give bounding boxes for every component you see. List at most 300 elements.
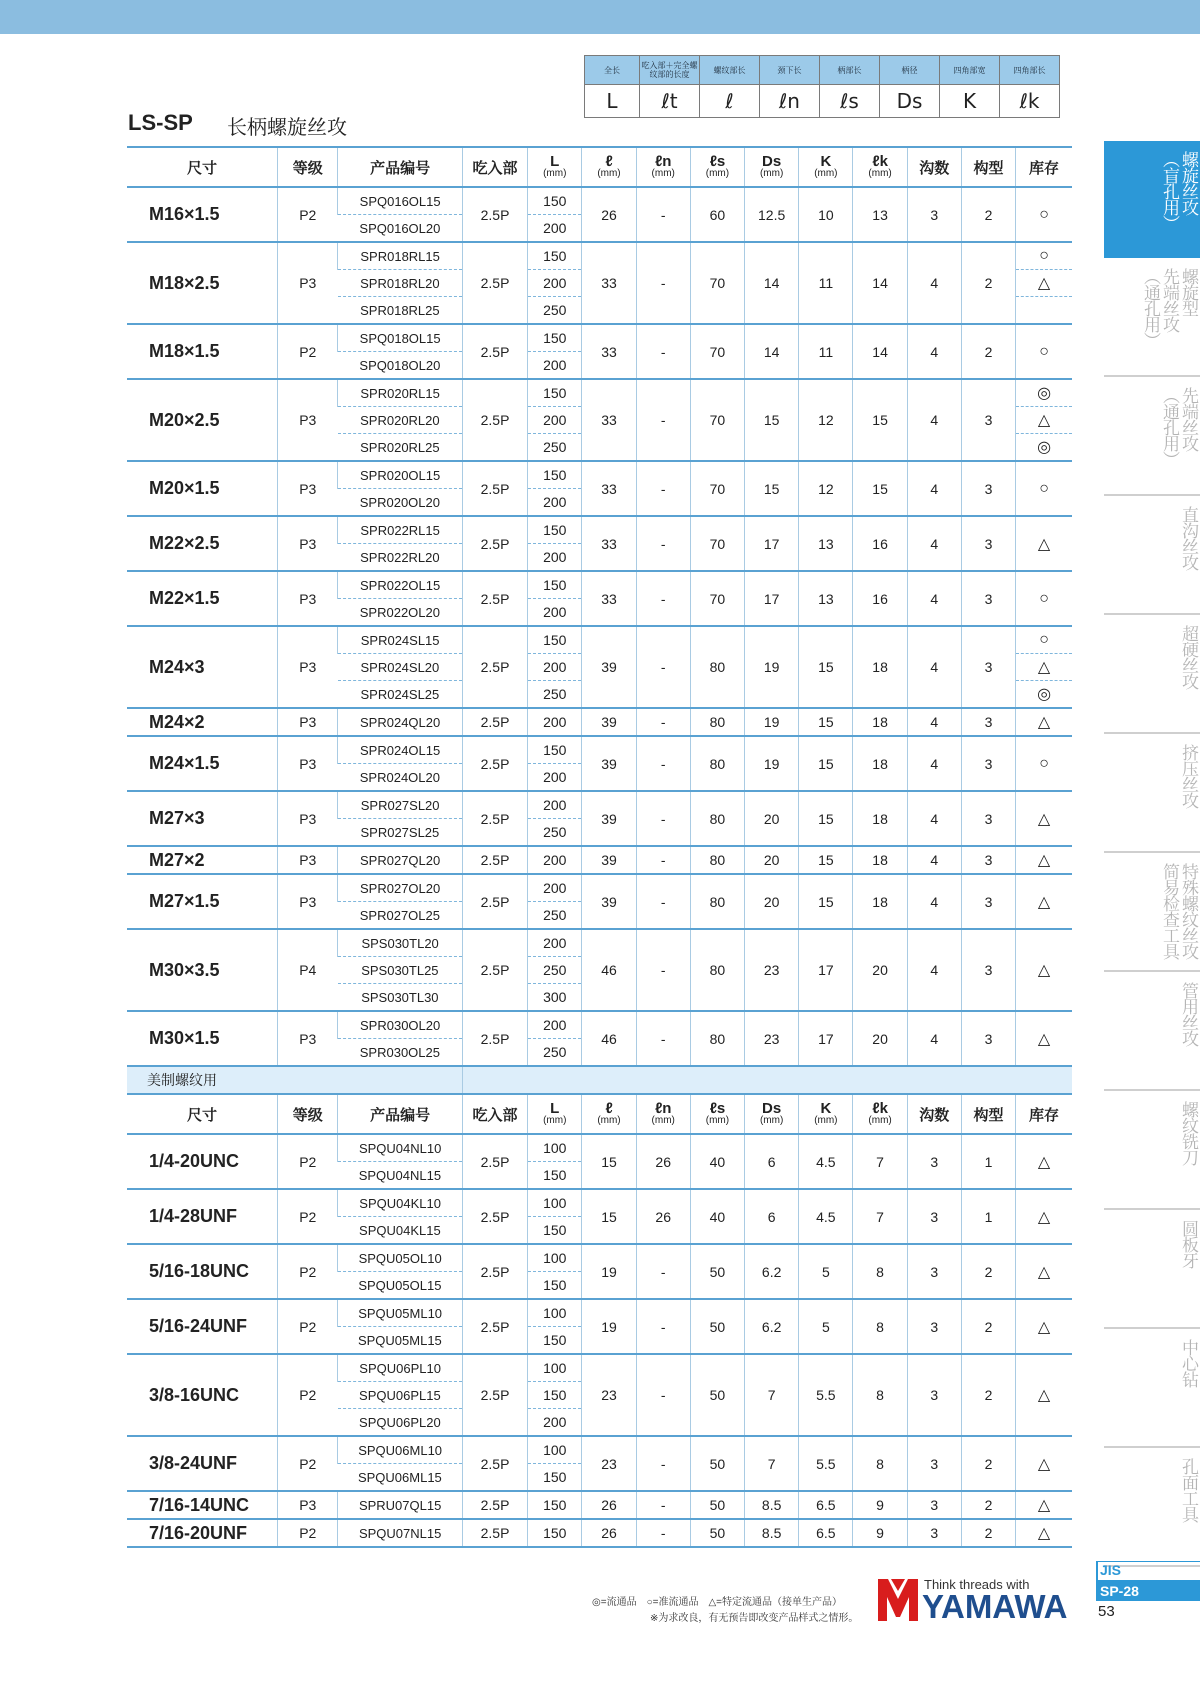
ls-cell: 50 [690,1519,744,1547]
ls-cell: 70 [690,571,744,626]
column-symbol: K [820,1100,832,1117]
part-number-cell: SPR024SL15 [338,626,463,654]
K-cell: 12 [799,379,853,461]
lk-cell: 7 [853,1134,907,1189]
part-number-header: 产品编号 [338,147,463,187]
column-unit: (mm) [597,1115,621,1126]
side-tab[interactable] [1104,615,1200,734]
column-unit: (mm) [597,168,621,179]
ln-cell: - [636,242,690,324]
stock-cell: △ [1016,654,1072,681]
type-cell: 2 [961,1354,1015,1436]
grade-cell: P3 [278,461,338,516]
grade-cell: P2 [278,1134,338,1189]
chamfer-cell: 2.5P [462,1134,527,1189]
table-header-row [127,147,1072,187]
length-cell: 150 [528,1327,582,1355]
table-row [127,874,1072,902]
ln-cell: - [636,516,690,571]
part-number-cell: SPR020OL15 [338,461,463,489]
side-tab[interactable] [1104,972,1200,1091]
length-cell: 200 [528,654,582,681]
part-number-cell: SPR027SL20 [338,791,463,819]
ln-cell: - [636,846,690,874]
l-cell: 15 [582,1134,636,1189]
Ds-cell: 12.5 [745,187,799,242]
size-cell: 1/4-20UNC [149,1151,240,1171]
page-badge [1096,1561,1200,1620]
stock-cell [1016,297,1072,325]
column-unit: (mm) [759,1115,784,1126]
logo-tagline: Think threads with [924,1577,1030,1592]
side-tab-label [1108,506,1198,606]
Ds-cell: 6.2 [745,1299,799,1354]
side-tab[interactable] [1104,853,1200,972]
chamfer-cell: 2.5P [462,929,527,1011]
ls-cell: 50 [690,1436,744,1491]
Ds-cell: 20 [745,846,799,874]
chamfer-cell: 2.5P [462,846,527,874]
part-number-cell: SPR020OL20 [338,489,463,517]
flutes-cell: 4 [907,929,961,1011]
ls-cell: 70 [690,324,744,379]
side-tab[interactable] [1104,258,1200,377]
chamfer-cell: 2.5P [462,1189,527,1244]
Ds-cell: 23 [745,1011,799,1066]
lk-cell: 14 [853,324,907,379]
length-cell: 250 [528,681,582,709]
K-cell: 11 [799,324,853,379]
part-number-cell: SPR024SL20 [338,654,463,681]
chamfer-cell: 2.5P [462,324,527,379]
column-unit: (mm) [705,168,730,179]
l-cell: 33 [582,324,636,379]
Ds-cell: 14 [745,242,799,324]
legend-header: 颈下长 [760,56,820,85]
stock-cell: ◎ [1016,434,1072,462]
side-tab-line: （通孔用） [1141,268,1160,348]
length-cell: 150 [528,516,582,544]
part-number-cell: SPQU06PL15 [338,1382,463,1409]
K-cell: 15 [799,626,853,708]
column-symbol: K [820,153,832,170]
length-cell: 150 [528,1217,582,1245]
Ds-cell: 6 [745,1134,799,1189]
K-cell: 4.5 [799,1189,853,1244]
table-row [127,324,1072,352]
type-cell: 2 [961,1491,1015,1519]
stock-cell: ○ [1016,242,1072,270]
Ds-cell: 17 [745,516,799,571]
side-tab-line: 超硬丝攻 [1179,625,1198,689]
lk-cell: 18 [853,626,907,708]
table-row [127,1519,1072,1547]
column-symbol: Ds [762,153,782,170]
size-cell: M30×3.5 [127,929,278,1011]
side-tab[interactable] [1104,1210,1200,1329]
side-tab-label [1108,268,1198,368]
stock-cell: ◎ [1016,681,1072,709]
logo-brand: YAMAWA [922,1588,1068,1625]
L-header [528,1094,582,1134]
dimension-legend [584,55,1060,118]
size-cell: 5/16-18UNC [127,1244,278,1299]
side-tab-label [1108,151,1198,251]
part-number-cell: SPR030OL20 [338,1011,463,1039]
l-cell: 39 [582,626,636,708]
K-cell: 4.5 [799,1134,853,1189]
type-cell: 2 [961,242,1015,324]
ln-cell: 26 [636,1134,690,1189]
side-tab-line: （通孔用） [1160,387,1179,467]
lk-cell: 8 [853,1354,907,1436]
flutes-cell: 4 [907,1011,961,1066]
type-cell: 1 [961,1134,1015,1189]
Ds-cell: 19 [745,736,799,791]
side-tab-label [1108,625,1198,725]
part-number-cell: SPQU05OL10 [338,1244,463,1272]
column-symbol: Ds [762,1100,782,1117]
length-cell: 200 [528,791,582,819]
type-cell: 2 [961,1299,1015,1354]
grade-cell: P3 [278,626,338,708]
part-number-cell: SPQU06PL20 [338,1409,463,1437]
side-tab[interactable] [1104,1091,1200,1210]
product-table [127,146,1072,1548]
chamfer-cell: 2.5P [462,1436,527,1491]
part-number-cell: SPR024SL25 [338,681,463,709]
table-row [127,1011,1072,1039]
size-cell: M27×1.5 [127,874,278,929]
legend-header: 柄部长 [820,56,880,85]
table-header-row [127,1094,1072,1134]
part-number-cell: SPR024QL20 [338,708,463,736]
side-tab[interactable] [1104,377,1200,496]
length-cell: 200 [528,1011,582,1039]
length-cell: 100 [528,1189,582,1217]
size-cell: M24×3 [127,626,278,708]
flutes-cell: 3 [907,1189,961,1244]
part-number-cell: SPR030OL25 [338,1039,463,1067]
legend-symbol: K [940,85,1000,118]
part-number-cell: SPQ018OL15 [338,324,463,352]
ls-cell: 50 [690,1244,744,1299]
legend-symbol: ℓs [820,85,880,118]
lk-cell: 16 [853,516,907,571]
stock-cell: ○ [1016,571,1072,626]
size-cell: M20×1.5 [127,461,278,516]
part-number-cell: SPR022OL15 [338,571,463,599]
ln-cell: 26 [636,1189,690,1244]
column-symbol: L [550,153,560,170]
type-cell: 2 [961,1244,1015,1299]
l-cell: 33 [582,242,636,324]
Ds-cell: 15 [745,379,799,461]
size-header: 尺寸 [127,1094,278,1134]
table-row [127,461,1072,489]
part-number-cell: SPR024OL15 [338,736,463,764]
length-cell: 150 [528,571,582,599]
length-cell: 150 [528,1491,582,1519]
chamfer-cell: 2.5P [462,626,527,708]
ln-cell: - [636,379,690,461]
K-header [799,147,853,187]
size-cell: M24×2 [127,708,278,736]
size-cell: 3/8-16UNC [127,1354,278,1436]
chamfer-cell: 2.5P [462,736,527,791]
lk-cell: 7 [853,1189,907,1244]
ln-cell: - [636,324,690,379]
Ds-cell: 23 [745,929,799,1011]
table-row [127,242,1072,270]
stock-cell: △ [1016,1134,1072,1189]
flutes-header: 沟数 [907,147,961,187]
K-cell: 11 [799,242,853,324]
type-cell: 2 [961,324,1015,379]
stock-cell: △ [1016,407,1072,434]
side-tab-line: 圆板牙 [1179,1220,1198,1268]
size-cell: 7/16-14UNC [127,1491,278,1519]
type-cell: 3 [961,461,1015,516]
Ds-cell: 20 [745,791,799,846]
Ds-cell: 19 [745,708,799,736]
legend-header: 吃入部＋完全螺纹部的长度 [640,56,700,85]
ls-cell: 40 [690,1189,744,1244]
table-row [127,1354,1072,1382]
Ds-cell: 7 [745,1354,799,1436]
size-cell: 5/16-24UNF [127,1299,278,1354]
grade-header: 等级 [278,147,338,187]
Ds-cell: 15 [745,461,799,516]
side-tab-line: 螺旋丝攻 [1179,151,1198,215]
stock-cell: △ [1016,1436,1072,1491]
l-cell: 23 [582,1354,636,1436]
part-number-cell: SPQ016OL20 [338,215,463,243]
grade-cell: P3 [278,708,338,736]
size-cell: M27×2 [127,846,278,874]
length-cell: 200 [528,764,582,792]
stock-cell: △ [1016,516,1072,571]
lk-cell: 15 [853,461,907,516]
ln-cell: - [636,1491,690,1519]
column-symbol: L [550,1100,560,1117]
chamfer-cell: 2.5P [462,874,527,929]
side-tab-label [1108,387,1198,487]
chamfer-cell: 2.5P [462,187,527,242]
l-cell: 26 [582,187,636,242]
stock-cell: △ [1016,929,1072,1011]
part-number-cell: SPQU04NL10 [338,1134,463,1162]
grade-cell: P2 [278,1436,338,1491]
column-symbol: ℓ [605,153,613,170]
length-cell: 100 [528,1299,582,1327]
length-cell: 150 [528,736,582,764]
side-tab[interactable] [1104,141,1200,258]
part-number-cell: SPR018RL15 [338,242,463,270]
legend-header: 四角部宽 [940,56,1000,85]
size-cell: 1/4-28UNF [127,1189,278,1244]
grade-cell: P3 [278,1011,338,1066]
size-cell: M18×1.5 [127,324,278,379]
side-tab-line: 管用丝攻 [1179,982,1198,1046]
section-row [127,1066,1072,1094]
K-cell: 15 [799,874,853,929]
column-symbol: ℓs [709,153,726,170]
chamfer-header: 吃入部 [462,147,527,187]
chamfer-cell: 2.5P [462,708,527,736]
lk-cell: 18 [853,708,907,736]
lk-cell: 16 [853,571,907,626]
K-cell: 10 [799,187,853,242]
ln-header [636,147,690,187]
side-tab-line: 挤压丝攻 [1179,744,1198,808]
l-cell: 15 [582,1189,636,1244]
category-side-tabs [1104,141,1200,1567]
flutes-cell: 4 [907,324,961,379]
table-row [127,708,1072,736]
ls-cell: 40 [690,1134,744,1189]
chamfer-cell: 2.5P [462,242,527,324]
table-row [127,736,1072,764]
length-cell: 200 [528,489,582,517]
lk-cell: 8 [853,1436,907,1491]
Ds-cell: 8.5 [745,1519,799,1547]
ln-cell: - [636,626,690,708]
ln-cell: - [636,791,690,846]
stock-header: 库存 [1016,147,1072,187]
ln-cell: - [636,1244,690,1299]
chamfer-cell: 2.5P [462,1354,527,1436]
lk-cell: 8 [853,1299,907,1354]
part-number-cell: SPQU06ML10 [338,1436,463,1464]
ln-header [636,1094,690,1134]
length-cell: 200 [528,1409,582,1437]
type-cell: 3 [961,626,1015,708]
stock-cell: △ [1016,270,1072,297]
size-cell: M18×2.5 [127,242,278,324]
ls-cell: 80 [690,736,744,791]
legend-symbol: L [585,85,640,118]
chamfer-cell: 2.5P [462,1011,527,1066]
side-tab-line: 先端丝攻 [1160,268,1179,332]
chamfer-cell: 2.5P [462,1519,527,1547]
legend-header: 全长 [585,56,640,85]
ls-cell: 80 [690,626,744,708]
Ds-cell: 7 [745,1436,799,1491]
grade-cell: P2 [278,1519,338,1547]
length-cell: 200 [528,270,582,297]
flutes-cell: 4 [907,791,961,846]
flutes-cell: 3 [907,1436,961,1491]
stock-cell: △ [1016,1354,1072,1436]
ls-header [690,1094,744,1134]
part-number-cell: SPQU06PL10 [338,1354,463,1382]
Ds-header [745,147,799,187]
size-cell: M24×1.5 [127,736,278,791]
stock-header: 库存 [1016,1094,1072,1134]
type-cell: 3 [961,571,1015,626]
part-number-cell: SPR020RL25 [338,434,463,462]
column-unit: (mm) [868,1115,892,1126]
chamfer-cell: 2.5P [462,791,527,846]
ln-cell: - [636,1011,690,1066]
part-number-cell: SPQ016OL15 [338,187,463,215]
l-header [582,1094,636,1134]
part-number-cell: SPQU04KL15 [338,1217,463,1245]
side-tab[interactable] [1104,734,1200,853]
lk-cell: 9 [853,1519,907,1547]
ln-cell: - [636,1299,690,1354]
side-tab-line: （盲孔用） [1160,151,1179,231]
chamfer-cell: 2.5P [462,1244,527,1299]
part-number-cell: SPQU07NL15 [338,1519,463,1547]
flutes-cell: 3 [907,187,961,242]
ls-cell: 70 [690,516,744,571]
type-cell: 3 [961,516,1015,571]
lk-cell: 9 [853,1491,907,1519]
grade-cell: P3 [278,1491,338,1519]
grade-cell: P3 [278,379,338,461]
side-tab[interactable] [1104,1448,1200,1567]
part-number-cell: SPR018RL20 [338,270,463,297]
table-row [127,791,1072,819]
column-unit: (mm) [705,1115,730,1126]
legend-symbol: ℓn [760,85,820,118]
lk-cell: 18 [853,846,907,874]
ls-cell: 80 [690,846,744,874]
column-unit: (mm) [759,168,784,179]
ln-cell: - [636,874,690,929]
table-row [127,1491,1072,1519]
K-cell: 13 [799,516,853,571]
table-row [127,1189,1072,1217]
column-unit: (mm) [814,1115,838,1126]
grade-header: 等级 [278,1094,338,1134]
stock-cell: ○ [1016,461,1072,516]
part-number-cell: SPR022RL20 [338,544,463,572]
K-cell: 15 [799,846,853,874]
type-cell: 3 [961,874,1015,929]
column-symbol: ℓn [654,1100,672,1117]
part-number-cell: SPRU07QL15 [338,1491,463,1519]
grade-cell: P3 [278,791,338,846]
length-cell: 200 [528,544,582,572]
Ds-cell: 14 [745,324,799,379]
ls-cell: 80 [690,929,744,1011]
page-subtitle: 长柄螺旋丝攻 [227,117,347,139]
ls-cell: 50 [690,1299,744,1354]
side-tab[interactable] [1104,496,1200,615]
l-cell: 19 [582,1299,636,1354]
type-cell: 3 [961,846,1015,874]
part-number-cell: SPQU06ML15 [338,1464,463,1492]
length-cell: 250 [528,957,582,984]
flutes-cell: 3 [907,1354,961,1436]
side-tab[interactable] [1104,1329,1200,1448]
ln-cell: - [636,1519,690,1547]
grade-cell: P3 [278,516,338,571]
length-cell: 150 [528,1272,582,1300]
side-tab-label [1108,1458,1198,1558]
l-header [582,147,636,187]
legend-symbol: ℓk [1000,85,1060,118]
ls-header [690,147,744,187]
lk-cell: 20 [853,1011,907,1066]
flutes-cell: 3 [907,1244,961,1299]
length-cell: 150 [528,1464,582,1492]
flutes-header: 沟数 [907,1094,961,1134]
table-row [127,187,1072,215]
